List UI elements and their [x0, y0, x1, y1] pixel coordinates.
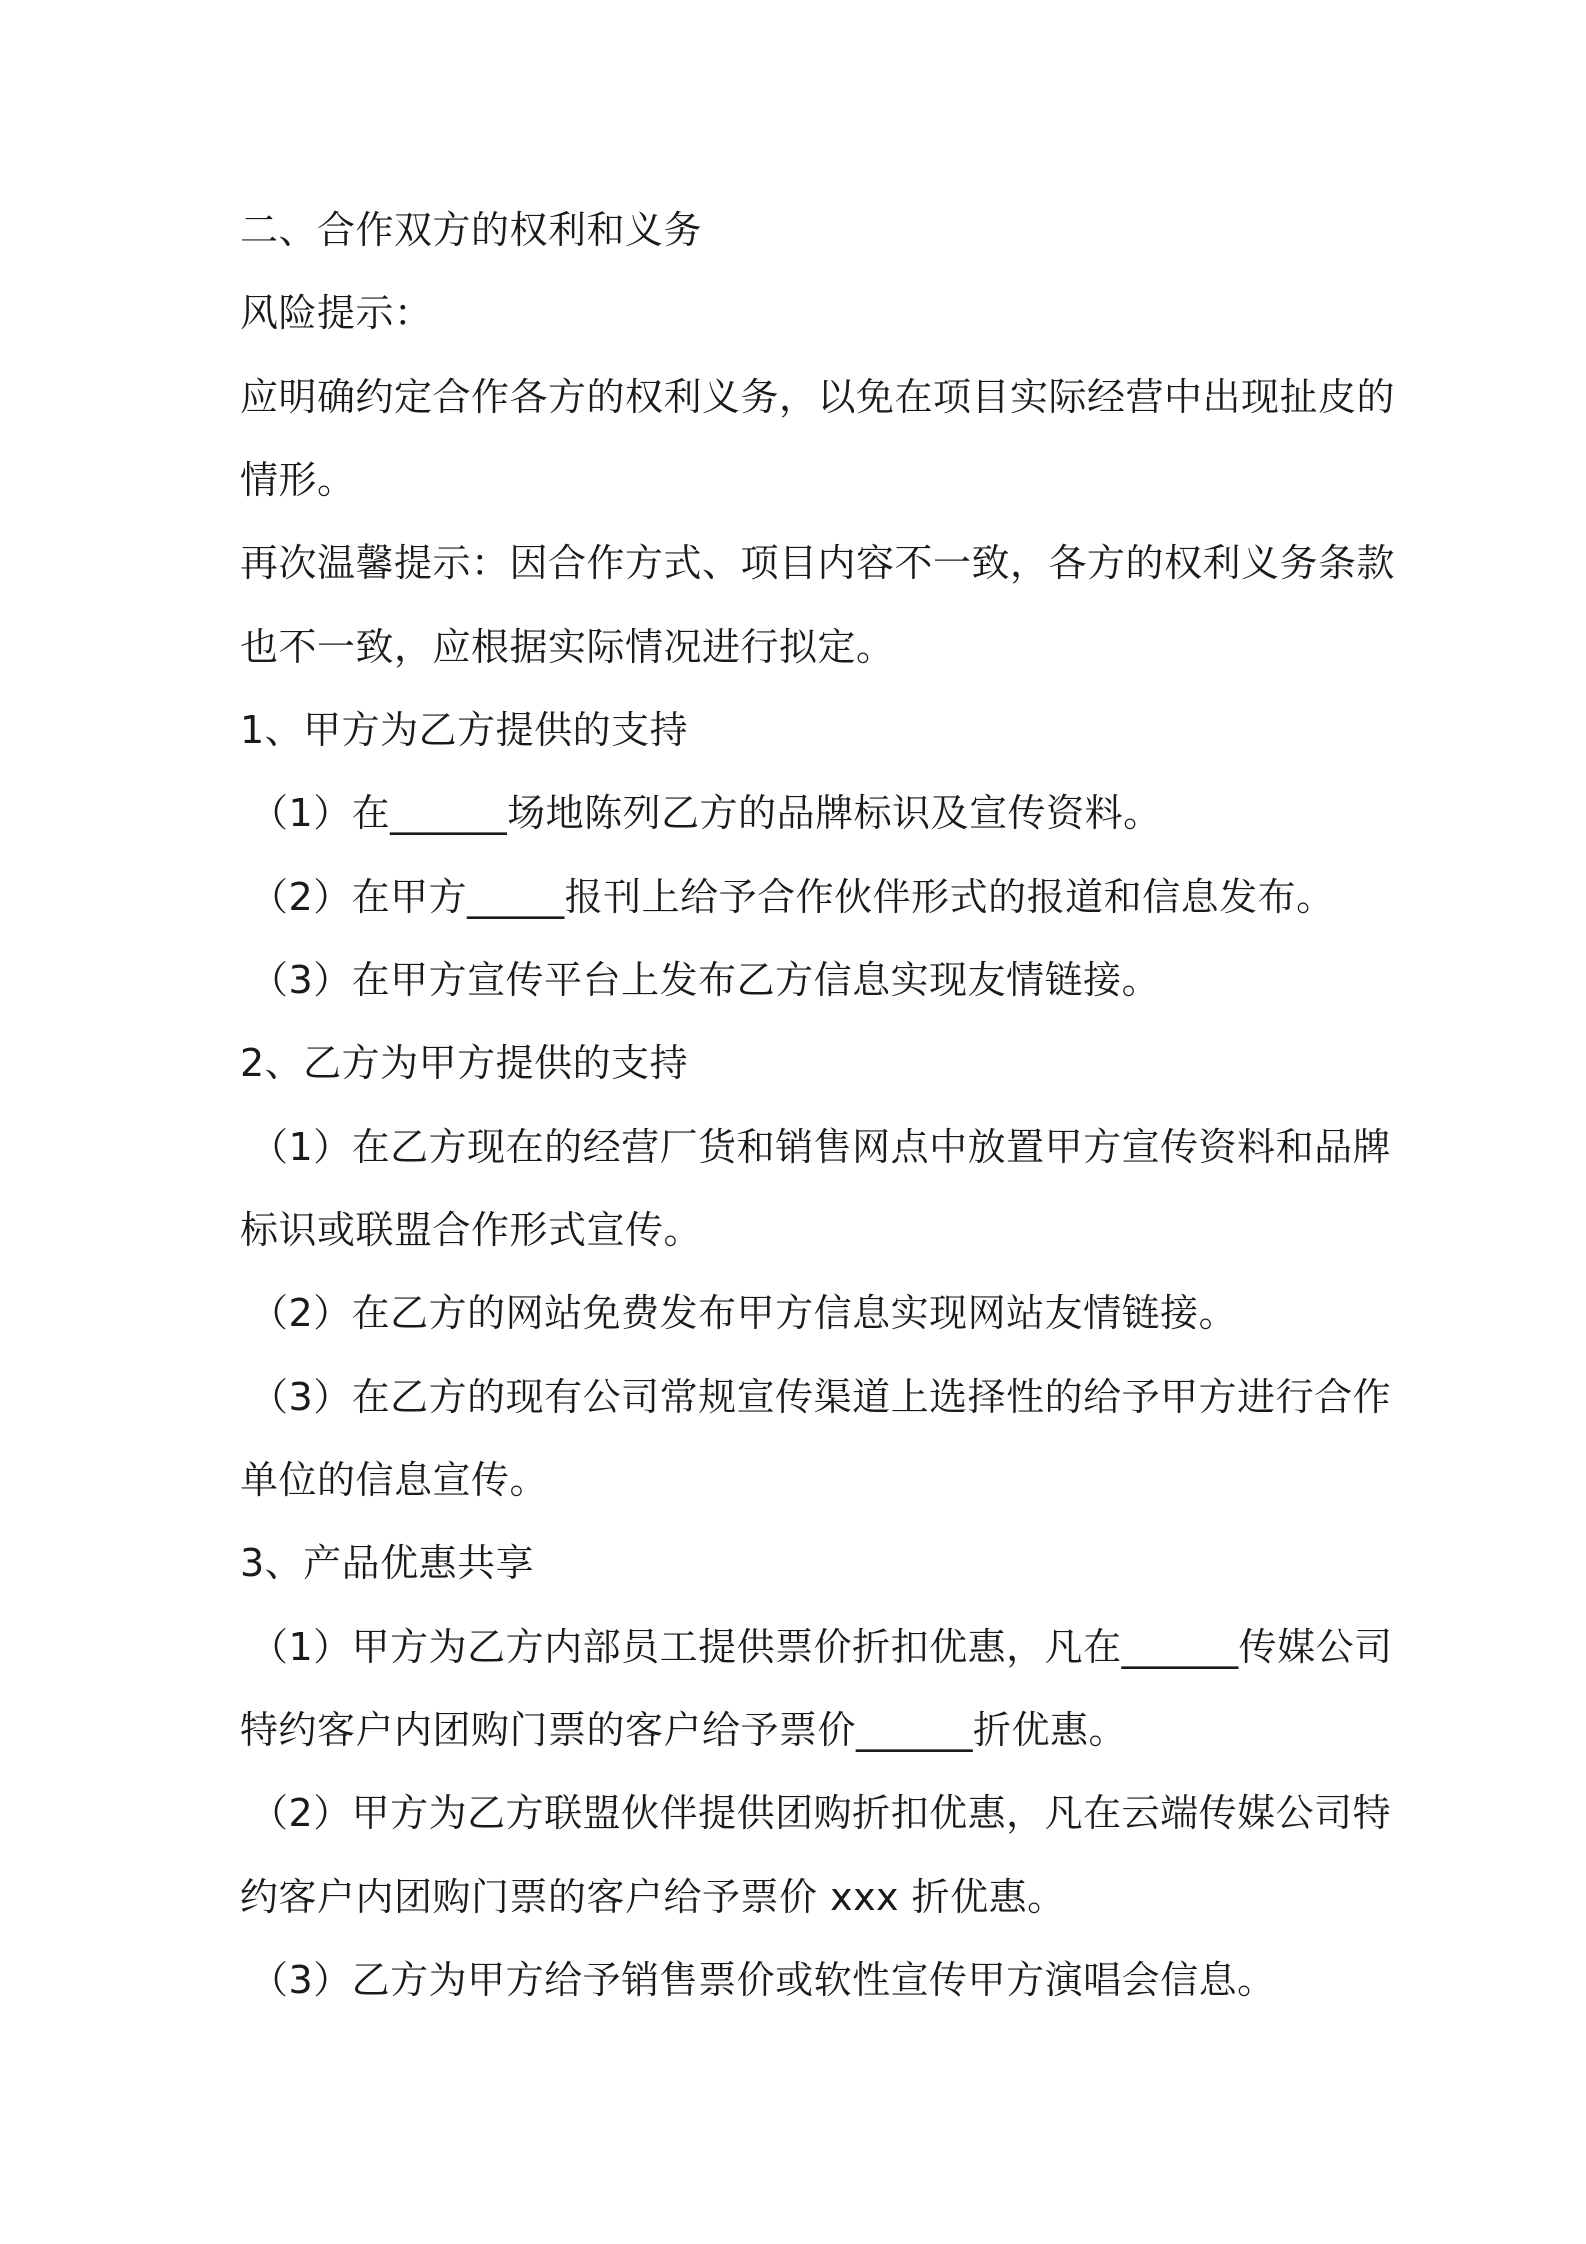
list-item-continuation: 标识或联盟合作形式宣传。	[240, 1208, 703, 1252]
list-item: （2）在甲方_____报刊上给予合作伙伴形式的报道和信息发布。	[250, 875, 1335, 919]
list-item: （1）甲方为乙方内部员工提供票价折扣优惠，凡在______传媒公司	[250, 1625, 1393, 1669]
subsection-heading: 2、乙方为甲方提供的支持	[240, 1041, 689, 1085]
list-item: （2）在乙方的网站免费发布甲方信息实现网站友情链接。	[250, 1291, 1238, 1335]
subsection-heading: 3、产品优惠共享	[240, 1541, 535, 1585]
list-item-continuation: 约客户内团购门票的客户给予票价 xxx 折优惠。	[240, 1875, 1066, 1919]
paragraph-line: 应明确约定合作各方的权利义务，以免在项目实际经营中出现扯皮的	[240, 375, 1396, 419]
subsection-heading: 1、甲方为乙方提供的支持	[240, 708, 689, 752]
paragraph-line: 情形。	[240, 458, 356, 502]
list-item: （3）乙方为甲方给予销售票价或软性宣传甲方演唱会信息。	[250, 1958, 1276, 2002]
list-item: （2）甲方为乙方联盟伙伴提供团购折扣优惠，凡在云端传媒公司特	[250, 1791, 1392, 1835]
list-item-continuation: 单位的信息宣传。	[240, 1458, 549, 1502]
paragraph-line: 再次温馨提示：因合作方式、项目内容不一致，各方的权利义务条款	[240, 541, 1396, 585]
list-item: （3）在乙方的现有公司常规宣传渠道上选择性的给予甲方进行合作	[250, 1375, 1392, 1419]
paragraph-line: 也不一致，应根据实际情况进行拟定。	[240, 625, 895, 669]
list-item-continuation: 特约客户内团购门票的客户给予票价______折优惠。	[240, 1708, 1128, 1752]
risk-label: 风险提示：	[240, 291, 433, 335]
list-item: （1）在乙方现在的经营厂货和销售网点中放置甲方宣传资料和品牌	[250, 1125, 1392, 1169]
section-heading: 二、合作双方的权利和义务	[240, 208, 703, 252]
list-item: （3）在甲方宣传平台上发布乙方信息实现友情链接。	[250, 958, 1161, 1002]
list-item: （1）在______场地陈列乙方的品牌标识及宣传资料。	[250, 791, 1162, 835]
